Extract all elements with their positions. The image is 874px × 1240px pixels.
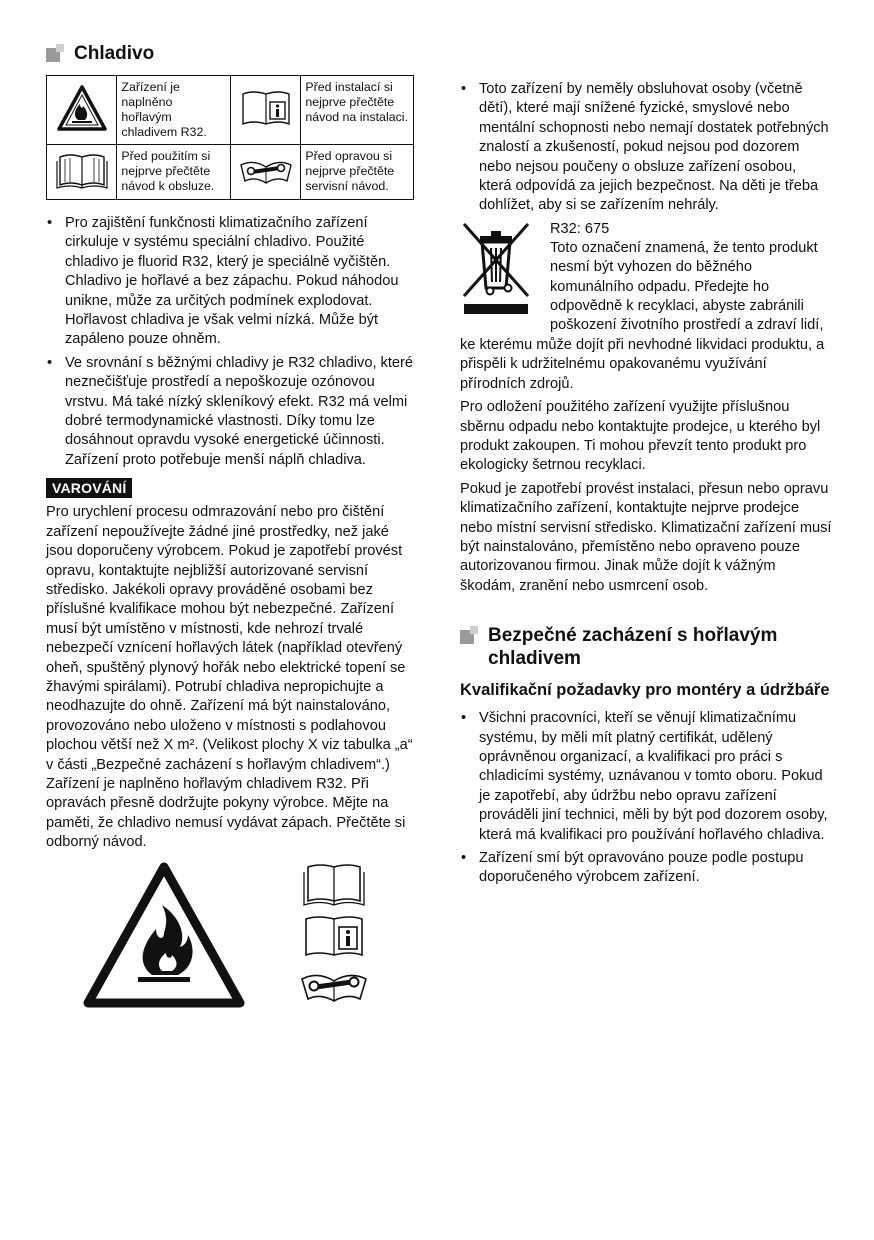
warning-label: VAROVÁNÍ (46, 478, 132, 498)
symbol-text: Před opravou si nejprve přečtěte servisní návod. (301, 145, 414, 200)
manual-info-icon (230, 76, 301, 145)
weee-text: Toto označení znamená, že tento produkt nesmí být vyhozen do běžného komunálního odpadu. Předejte ho odpovědně k recyklaci, abyste zabránili poškození životního prostředí a zdraví lidí, ke kterému může dojít při nevhodné likvidaci produktu, a přispěli k udržitelnému opakovanému využívání přírodních zdrojů. (460, 239, 825, 392)
symbol-text: Před použitím si nejprve přečtěte návod k obsluze. (117, 145, 230, 200)
open-book-icon (47, 145, 117, 200)
large-service-manual-icon (298, 965, 370, 1005)
large-flammable-warning-icon (82, 861, 246, 1009)
subheading-qualification: Kvalifikační požadavky pro montéry a údržbáře (460, 681, 830, 700)
section-marker-icon (460, 626, 480, 646)
disposal-paragraph: Pro odložení použitého zařízení využijte příslušnou sběrnu odpadu nebo kontaktujte prodejce, u kterého byl produkt zakoupen. Ti mohou převzít tento produkt pro ekologicky šetrnou recyklaci. (460, 399, 821, 474)
symbol-illustration (46, 859, 414, 1019)
symbol-text: Zařízení je naplněno hořlavým chladivem R32. (117, 76, 230, 145)
list-item: • Zařízení smí být opravováno pouze podle postupu doporučeného výrobcem zařízení. (460, 849, 832, 888)
refrigerant-bullets (46, 214, 414, 470)
list-item: • Pro zajištění funkčnosti klimatizačního zařízení cirkuluje v systému speciální chladivo. Použité chladivo je fluorid R32, který je speciálně vyčištěn. Chladivo je hořlavé a bez zápachu. Pokud náhodou unikne, může za určitých podmínek explodovat. Hořlavost chladiva je však velmi nízká. Může být zapáleno pouze ohněm. (46, 214, 414, 350)
weee-code: R32: 675 (550, 220, 610, 237)
supervision-bullets (460, 80, 832, 216)
large-manual-info-icon (302, 913, 366, 959)
list-item: • Všichni pracovníci, kteří se věnují klimatizačnímu systému, by měli mít platný certifikát, udělený oprávněnou organizací, a kvalifikaci pro práci s chladicími systémy, uznávanou v tomto oboru. Pokud je zapotřebí, aby údržbu nebo opravu zařízení prováděli jiní technici, měli by být pod dozorem osoby, která má kvalifikaci pro používání hořlavého chladiva. (460, 709, 832, 845)
symbol-text: Před instalací si nejprve přečtěte návod na instalaci. (301, 76, 414, 145)
section-marker-icon (46, 44, 66, 64)
qualification-bullets (460, 709, 832, 888)
crossed-bin-icon (460, 220, 542, 321)
section-heading-safe-handling: Bezpečné zacházení s hořlavým chladivem (460, 624, 832, 670)
large-open-book-icon (302, 859, 366, 907)
section-heading-refrigerant: Chladivo (46, 42, 414, 65)
installation-paragraph: Pokud je zapotřebí provést instalaci, přesun nebo opravu klimatizačního zařízení, kontaktujte nejprve prodejce nebo místní servisní středisko. Klimatizační zařízení musí být nainstalováno, přemístěno nebo opraveno pouze autorizovanou firmou. Jinak může dojít k vážným škodám, zranění nebo usmrcení osob. (460, 480, 832, 594)
service-manual-icon (230, 145, 301, 200)
right-column (460, 80, 832, 892)
symbol-table (46, 75, 414, 200)
flammable-warning-icon (47, 76, 117, 145)
warning-text: Pro urychlení procesu odmrazování nebo pro čištění zařízení nepoužívejte žádné jiné prostředky, než jaké jsou doporučeny výrobcem. Pokud je zapotřebí provést opravu, kontaktujte nejbližší autorizované servisní středisko. Jakékoli opravy prováděné osobami bez příslušné kvalifikace mohou být nebezpečné. Zařízení musí být umístěno v místnosti, kde nehrozí trvalé nebezpečí vznícení hořlavých látek (například otevřený oheň, spuštěný plynový hořák nebo elektrické topení se žhavými spirálami). Potrubí chladiva nepropichujte a neodhazujte do ohně. Zařízení má být nainstalováno, provozováno nebo uloženo v místnosti s podlahovou plochou větší než X m². (Velikost plochy X viz tabulka „a“ v části „Bezpečné zacházení s hořlavým chladivem“.) Zařízení je naplněno hořlavým chladivem R32. Při opravách přesně dodržujte pokyny výrobce. Mějte na paměti, že chladivo nemusí vydávat zápach. Přečtěte si odborný návod. (46, 504, 413, 851)
left-column (46, 42, 414, 1019)
list-item: • Ve srovnání s běžnými chladivy je R32 chladivo, které neznečišťuje prostředí a nepoškozuje ozónovou vrstvu. Má také nízký skleníkový efekt. R32 má velmi dobré termodynamické vlastnosti. Díky tomu lze dosáhnout opravdu vysoké energetické účinnosti. Zařízení proto potřebuje menší náplň chladiva. (46, 354, 414, 470)
list-item: • Toto zařízení by neměly obsluhovat osoby (včetně dětí), které mají snížené fyzické, smyslové nebo mentální schopnosti nebo nemají dostatek potřebných znalostí a zkušeností, pokud nejsou pod dozorem nebo nejsou poučeny o obsluze zařízení osobou, která odpovídá za jejich bezpečnost. Na děti je třeba dohlížet, aby si se zařízením nehrály. (460, 80, 832, 216)
